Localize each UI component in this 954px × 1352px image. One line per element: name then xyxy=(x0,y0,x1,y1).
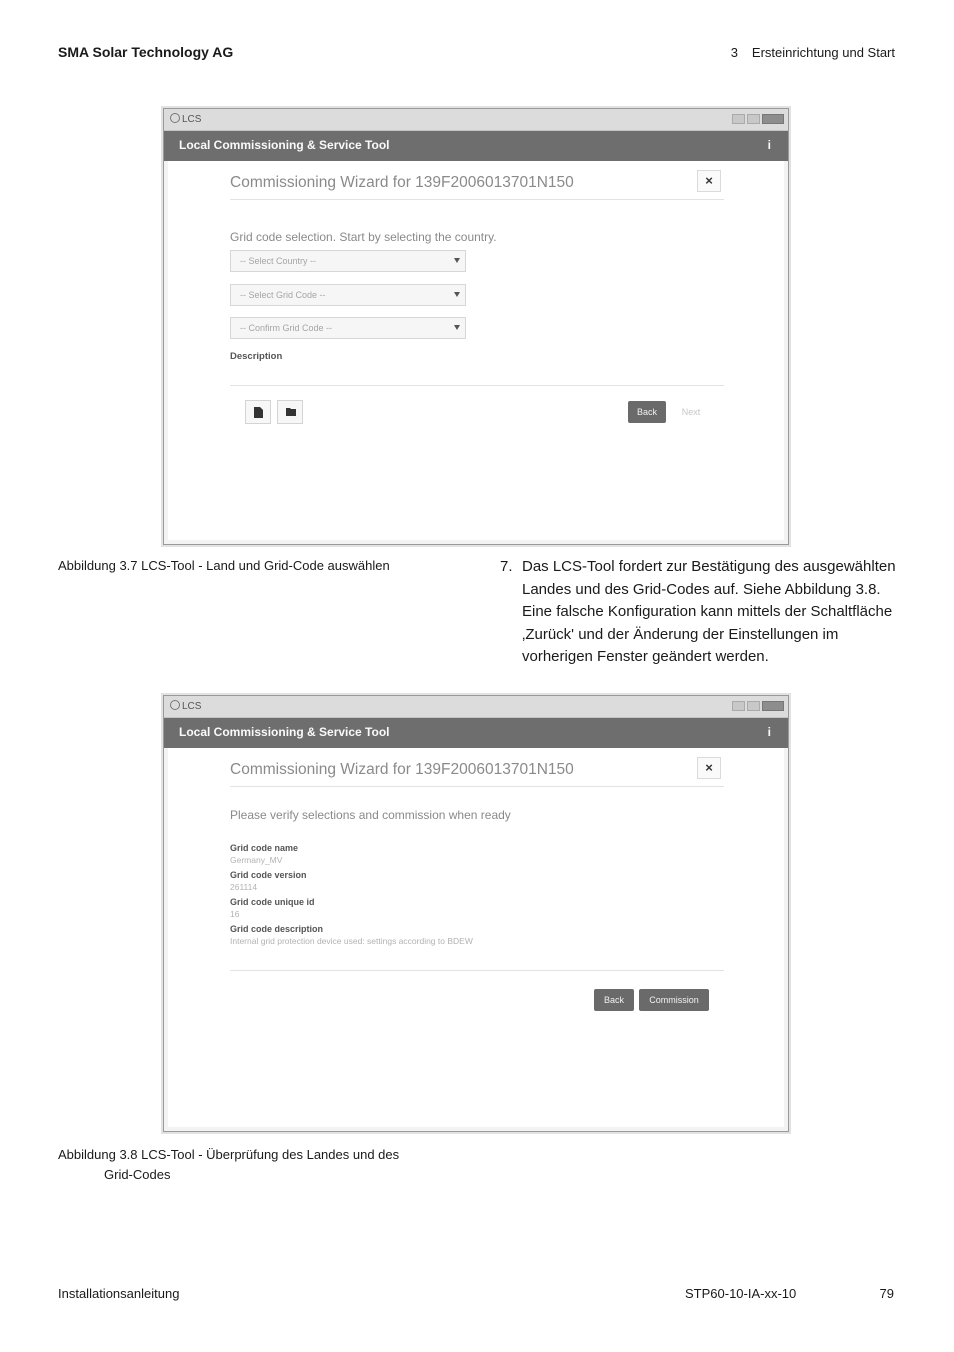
next-button[interactable]: Next xyxy=(681,407,701,417)
footer-doc-code: STP60-10-IA-xx-10 xyxy=(685,1286,797,1301)
lcs-logo: LCS xyxy=(170,113,201,125)
grid-code-name-value: Germany_MV xyxy=(230,855,283,865)
divider xyxy=(230,385,724,386)
file-icon xyxy=(254,407,263,418)
save-file-button[interactable] xyxy=(245,400,271,424)
figure-caption-3-8 xyxy=(58,1145,399,1185)
description-label: Description xyxy=(230,351,283,362)
grid-code-version-label: Grid code version xyxy=(230,870,307,880)
divider xyxy=(230,970,724,971)
window-controls xyxy=(732,701,784,711)
grid-code-description-value: Internal grid protection device used: settings according to BDEW xyxy=(230,936,473,946)
app-header-bar xyxy=(164,718,788,748)
footer-doc-type: Installationsanleitung xyxy=(58,1286,180,1301)
grid-code-id-label: Grid code unique id xyxy=(230,897,315,907)
divider xyxy=(230,199,724,200)
grid-code-version-value: 261114 xyxy=(230,882,258,892)
country-select[interactable]: -- Select Country -- xyxy=(230,250,466,272)
wizard-panel xyxy=(168,748,784,1127)
instruction-step xyxy=(500,556,900,669)
chevron-down-icon xyxy=(454,292,460,297)
wizard-prompt: Please verify selections and commission when ready xyxy=(230,808,511,822)
chevron-down-icon xyxy=(454,258,460,263)
info-icon[interactable]: i xyxy=(767,138,771,152)
chapter-title: Ersteinrichtung und Start xyxy=(751,45,895,60)
window-close-icon[interactable] xyxy=(762,114,784,124)
back-button[interactable]: Back xyxy=(628,401,666,423)
minimize-icon[interactable] xyxy=(732,701,745,711)
maximize-icon[interactable] xyxy=(747,114,760,124)
minimize-icon[interactable] xyxy=(732,114,745,124)
wizard-prompt: Grid code selection. Start by selecting the country. xyxy=(230,230,497,244)
grid-code-description-label: Grid code description xyxy=(230,924,324,934)
window-titlebar xyxy=(164,696,788,718)
window-controls xyxy=(732,114,784,124)
grid-code-select[interactable]: -- Select Grid Code -- xyxy=(230,284,466,306)
lcs-screenshot-verification xyxy=(163,695,789,1132)
chapter-heading xyxy=(731,45,895,60)
lcs-logo: LCS xyxy=(170,700,201,712)
grid-code-name-label: Grid code name xyxy=(230,843,299,853)
lcs-logo-icon xyxy=(170,113,180,123)
folder-icon xyxy=(286,407,296,416)
wizard-panel xyxy=(168,161,784,540)
wizard-title: Commissioning Wizard for 139F2006013701N150 xyxy=(230,761,574,778)
wizard-close-button[interactable]: × xyxy=(697,170,721,192)
chapter-number: 3 xyxy=(730,45,738,60)
caption-line-1: Abbildung 3.8 LCS-Tool - Überprüfung des Landes und des xyxy=(58,1147,400,1162)
step-text: Das LCS-Tool fordert zur Bestätigung des ausgewählten Landes und des Grid-Codes auf. Siehe Abbildung 3.8. Eine falsche Konfiguration kann mittels der Schaltfläche ‚Zurück' und der Änderung der Einstellungen im vorherigen Fenster geändert werden. xyxy=(522,558,896,665)
page-number: 79 xyxy=(879,1286,894,1301)
wizard-close-button[interactable]: × xyxy=(697,757,721,779)
window-titlebar xyxy=(164,109,788,131)
commission-button[interactable]: Commission xyxy=(639,989,709,1011)
divider xyxy=(230,786,724,787)
grid-code-id-value: 16 xyxy=(230,909,240,919)
lcs-logo-icon xyxy=(170,700,180,710)
maximize-icon[interactable] xyxy=(747,701,760,711)
app-title: Local Commissioning & Service Tool xyxy=(179,138,390,152)
confirm-grid-code-select[interactable]: -- Confirm Grid Code -- xyxy=(230,317,466,339)
app-title: Local Commissioning & Service Tool xyxy=(179,725,390,739)
company-name: SMA Solar Technology AG xyxy=(58,44,234,60)
lcs-screenshot-country-selection xyxy=(163,108,789,545)
window-close-icon[interactable] xyxy=(762,701,784,711)
step-number: 7. xyxy=(500,558,513,575)
wizard-title: Commissioning Wizard for 139F2006013701N150 xyxy=(230,174,574,191)
open-folder-button[interactable] xyxy=(277,400,303,424)
app-header-bar xyxy=(164,131,788,161)
info-icon[interactable]: i xyxy=(767,725,771,739)
figure-caption-3-7: Abbildung 3.7 LCS-Tool - Land und Grid-Code auswählen xyxy=(58,558,390,573)
back-button[interactable]: Back xyxy=(594,989,634,1011)
chevron-down-icon xyxy=(454,325,460,330)
caption-line-2: Grid-Codes xyxy=(104,1167,171,1182)
